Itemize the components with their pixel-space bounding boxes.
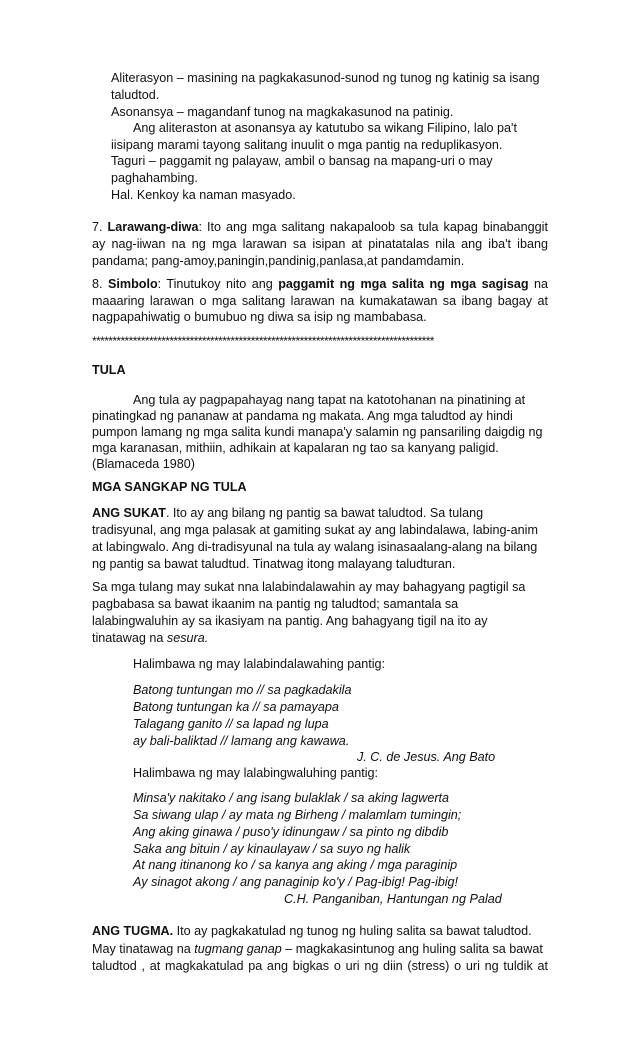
text-line: paghahambing. xyxy=(111,171,198,185)
text-line: maaaring larawan o mga salitang larawan na kumakatawan sa ibang bagay at xyxy=(92,294,548,308)
verse-line: ay bali-baliktad // lamang ang kawawa. xyxy=(133,734,350,748)
text-line: pinatingkad ng pananaw at pandama ng makata. Ang mga taludtod ay hindi xyxy=(92,409,513,423)
item-text: : Ito ang mga salitang nakapaloob sa tula kapag binabanggit xyxy=(198,220,548,234)
verse-line: Batong tuntungan ka // sa pamayapa xyxy=(133,700,339,714)
text-line: Ang tula ay pagpapahayag nang tapat na katotohanan na pinatining at xyxy=(133,393,526,407)
example-intro: Halimbawa ng may lalabindalawahing pantig: xyxy=(133,657,386,671)
text-line: pandama; pang-amoy,paningin,pandinig,panlasa,at pandamdamin. xyxy=(92,254,465,268)
text-line: Sa mga tulang may sukat nna lalabindalawahin ay may bahagyang pagtigil sa xyxy=(92,580,526,594)
section-heading-sangkap: MGA SANGKAP NG TULA xyxy=(92,480,247,494)
text-line: Ang aliteraston at asonansya ay katutubo sa wikang Filipino, lalo pa't xyxy=(133,121,517,135)
item-bold-text: paggamit ng mga salita ng mga sagisag xyxy=(278,277,529,291)
verse-line: Minsa'y nakitako / ang isang bulaklak / sa aking lagwerta xyxy=(133,791,450,805)
verse-line: At nang itinanong ko / sa kanya ang aking / mga paraginip xyxy=(133,858,458,872)
text-line: nagpapahiwatig o bumubuo ng diwa sa isip ng mambabasa. xyxy=(92,310,427,324)
text-line: ng pantig sa bawat taludtud. Tinatwag itong malayang taludturan. xyxy=(92,557,456,571)
sukat-line xyxy=(92,505,483,521)
verse-line: Saka ang bituin / ay kinaulayaw / sa suyo ng halik xyxy=(133,842,411,856)
verse-line: Ay sinagot akong / ang panaginip ko'y / Pag-ibig! Pag-ibig! xyxy=(133,875,459,889)
text-line: at labingwalo. Ang di-tradisyunal na tula ay walang isinasaalang-alang na bilang xyxy=(92,540,538,554)
verse-line: Batong tuntungan mo // sa pagkadakila xyxy=(133,683,352,697)
item-number: 8. xyxy=(92,277,108,291)
verse-attribution: J. C. de Jesus. Ang Bato xyxy=(357,750,496,764)
text-line: Asonansya – magandanf tunog na magkakasunod na patinig. xyxy=(111,105,454,119)
text-line: taludtod , at magkakatulad pa ang bigkas o uri ng diin (stress) o uri ng tuldik at xyxy=(92,959,548,973)
term-simbolo: Simbolo xyxy=(107,277,158,291)
sesura-line xyxy=(92,630,208,646)
item-text: – magkakasintunog ang huling salita sa bawat xyxy=(281,942,543,956)
text-line: pagbabasa sa bawat ikaanim na pantig ng taludtod; samantala sa xyxy=(92,597,459,611)
text-line: Aliterasyon – masining na pagkakasunod-sunod ng tunog ng katinig sa isang xyxy=(111,71,540,85)
verse-line: Talagang ganito // sa lapad ng lupa xyxy=(133,717,329,731)
text-line: pumpon lamang ng mga salita kundi manapa'y salamin ng pansariling daigdig ng xyxy=(92,425,543,439)
verse-attribution: C.H. Panganiban, Hantungan ng Palad xyxy=(284,892,502,906)
example-intro: Halimbawa ng may lalabingwaluhing pantig: xyxy=(133,766,379,780)
asterisk-separator: ************************************************************************************ xyxy=(92,334,434,348)
text-line: (Blamaceda 1980) xyxy=(92,457,195,471)
text-line: iisipang marami tayong salitang inuulit o mga pantig na reduplikasyon. xyxy=(111,138,503,152)
text-line: ay nag-iiwan na ng mga larawan sa isipan at pinatatalas nila ang iba't ibang xyxy=(92,237,548,251)
tugma-ganap-line xyxy=(92,941,543,957)
tugma-line xyxy=(92,923,532,939)
item-text: . Ito ay ang bilang ng pantig sa bawat taludtod. Sa tulang xyxy=(165,506,484,520)
verse-line: Sa siwang ulap / ay mata ng Birheng / malamlam tumingin; xyxy=(133,808,462,822)
item-7-line xyxy=(92,219,548,235)
item-text: May tinatawag na xyxy=(92,942,195,956)
term-sesura: sesura. xyxy=(166,631,209,645)
item-8-line xyxy=(92,276,548,292)
term-larawang-diwa: Larawang-diwa xyxy=(107,220,199,234)
text-line: Taguri – paggamit ng palayaw, ambil o bansag na mapang-uri o may xyxy=(111,154,493,168)
verse-line: Ang aking ginawa / puso'y idinungaw / sa pinto ng dibdib xyxy=(133,825,449,839)
item-text: : Tinutukoy nito ang xyxy=(157,277,279,291)
text-line: lalabingwaluhin ay sa ikasiyam na pantig. Ang bahagyang tigil na ito ay xyxy=(92,614,488,628)
item-text: tinatawag na xyxy=(92,631,167,645)
term-tugmang-ganap: tugmang ganap xyxy=(194,942,282,956)
text-line: tradisyunal, ang mga palasak at gamiting sukat ay ang labindalawa, labing-anim xyxy=(92,523,538,537)
term-ang-tugma: ANG TUGMA. xyxy=(92,924,174,938)
item-text: Ito ay pagkakatulad ng tunog ng huling salita sa bawat taludtod. xyxy=(173,924,532,938)
term-ang-sukat: ANG SUKAT xyxy=(92,506,166,520)
text-line: mga karanasan, mithiin, adhikain at kapalaran ng tao sa kanyang paligid. xyxy=(92,441,499,455)
text-line: taludtod. xyxy=(111,88,160,102)
text-line: Hal. Kenkoy ka naman masyado. xyxy=(111,188,296,202)
section-heading-tula: TULA xyxy=(92,363,126,377)
item-number: 7. xyxy=(92,220,108,234)
item-text: na xyxy=(528,277,549,291)
